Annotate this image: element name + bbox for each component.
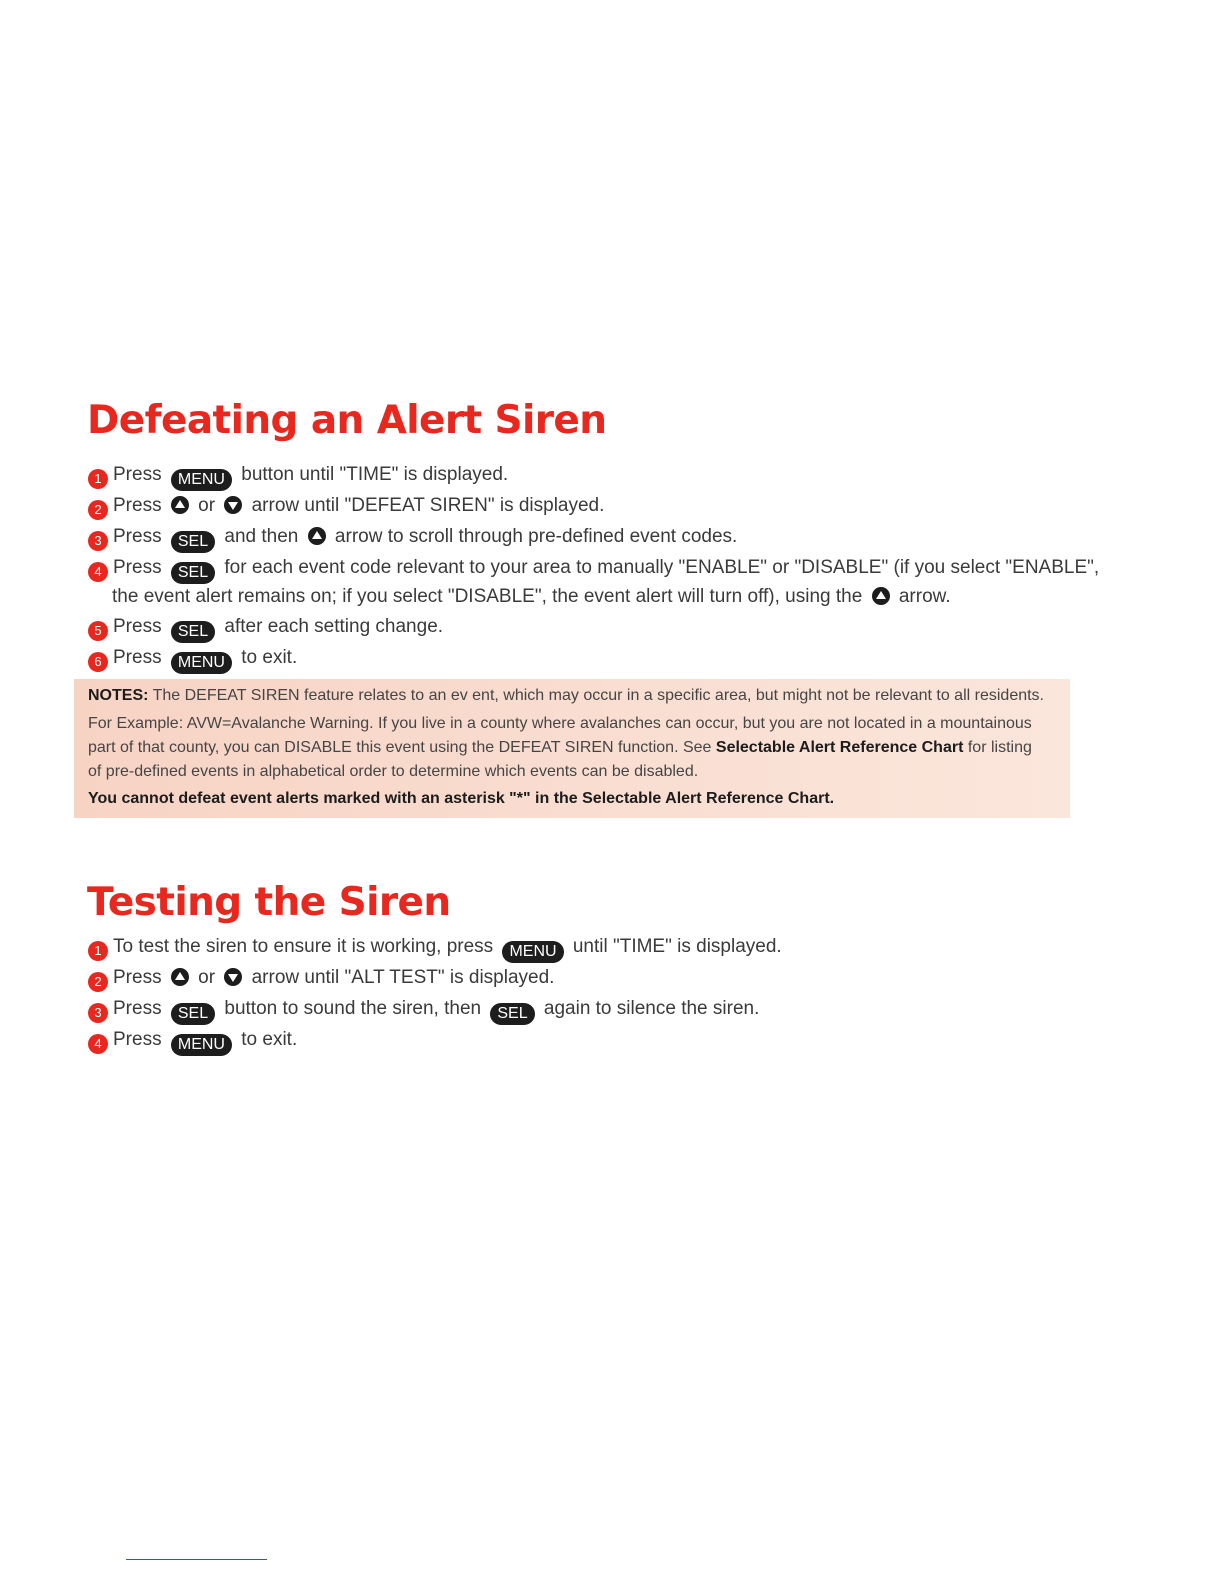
step-text: for each event code relevant to your area to manually "ENABLE" or "DISABLE" (if you select "ENABLE", <box>224 557 1100 578</box>
notes-text: part of that county, you can DISABLE this event using the DEFEAT SIREN function. See <box>88 739 712 756</box>
step-text: Press <box>113 1029 162 1050</box>
step-text: Press <box>113 526 162 547</box>
step-number: 5 <box>88 621 108 641</box>
up-arrow-icon <box>307 526 327 546</box>
step-number: 3 <box>88 1003 108 1023</box>
step-6 <box>88 645 297 674</box>
step-number: 1 <box>88 941 108 961</box>
notes-line-1 <box>88 685 1044 707</box>
menu-button-icon: MENU <box>502 941 563 963</box>
section-title-testing: Testing the Siren <box>87 880 451 925</box>
notes-label: NOTES: <box>88 687 149 704</box>
step-text: arrow to scroll through pre-defined event codes. <box>334 526 738 547</box>
step-number: 2 <box>88 500 108 520</box>
notes-text: The DEFEAT SIREN feature relates to an ev ent, which may occur in a specific area, but might not be relevant to all residents. <box>152 687 1044 704</box>
step-number: 1 <box>88 469 108 489</box>
step-text: Press <box>113 647 162 668</box>
notes-line-4 <box>88 761 698 783</box>
notes-text: For Example: AVW=Avalanche Warning. If you live in a county where avalanches can occur, but you are not located in a mountainous <box>88 715 1032 732</box>
notes-box <box>74 679 1070 818</box>
up-arrow-icon <box>170 495 190 515</box>
step-text: Press <box>113 557 162 578</box>
step-text: To test the siren to ensure it is working, press <box>113 936 494 957</box>
sel-button-icon: SEL <box>171 621 215 643</box>
test-step-4 <box>88 1027 297 1056</box>
step-text: button until "TIME" is displayed. <box>241 464 509 485</box>
menu-button-icon: MENU <box>171 1034 232 1056</box>
sel-button-icon: SEL <box>490 1003 534 1025</box>
step-text: to exit. <box>241 1029 298 1050</box>
step-text: Press <box>113 495 162 516</box>
step-text: after each setting change. <box>224 616 444 637</box>
step-text: and then <box>224 526 299 547</box>
step-number: 3 <box>88 531 108 551</box>
notes-warning <box>88 788 834 810</box>
test-step-3 <box>88 996 759 1025</box>
step-text: Press <box>113 464 162 485</box>
step-text: or <box>198 967 216 988</box>
sel-button-icon: SEL <box>171 1003 215 1025</box>
notes-text: for listing <box>967 739 1032 756</box>
up-arrow-icon <box>871 586 891 606</box>
step-number: 4 <box>88 1034 108 1054</box>
step-3 <box>88 524 737 553</box>
notes-line-2 <box>88 713 1032 735</box>
step-text: to exit. <box>241 647 298 668</box>
section-title-defeat: Defeating an Alert Siren <box>87 398 607 443</box>
test-step-2 <box>88 965 554 992</box>
warning-text: You cannot defeat event alerts marked with an asterisk "*" in the Selectable Alert Reference Chart. <box>88 790 835 807</box>
step-2 <box>88 493 604 520</box>
step-text: arrow until "ALT TEST" is displayed. <box>251 967 555 988</box>
step-5 <box>88 614 443 643</box>
menu-button-icon: MENU <box>171 652 232 674</box>
step-1 <box>88 462 508 491</box>
step-text: until "TIME" is displayed. <box>572 936 782 957</box>
step-number: 4 <box>88 562 108 582</box>
footer-divider <box>126 1559 267 1560</box>
step-text: or <box>198 495 216 516</box>
sel-button-icon: SEL <box>171 562 215 584</box>
notes-text: of pre-defined events in alphabetical order to determine which events can be disabled. <box>88 763 699 780</box>
step-text: arrow. <box>898 586 951 607</box>
menu-button-icon: MENU <box>171 469 232 491</box>
notes-line-3 <box>88 737 1032 759</box>
reference-chart-link-text: Selectable Alert Reference Chart <box>715 739 964 756</box>
sel-button-icon: SEL <box>171 531 215 553</box>
step-continuation <box>88 584 1099 610</box>
step-text: button to sound the siren, then <box>224 998 482 1019</box>
test-step-1 <box>88 934 782 963</box>
step-text: again to silence the siren. <box>543 998 760 1019</box>
step-text: the event alert remains on; if you select "DISABLE", the event alert will turn off), using the <box>112 586 863 607</box>
step-text: Press <box>113 967 162 988</box>
step-number: 2 <box>88 972 108 992</box>
down-arrow-icon <box>223 967 243 987</box>
step-text: arrow until "DEFEAT SIREN" is displayed. <box>251 495 605 516</box>
down-arrow-icon <box>223 495 243 515</box>
step-text: Press <box>113 998 162 1019</box>
step-4 <box>88 555 1099 610</box>
step-text: Press <box>113 616 162 637</box>
up-arrow-icon <box>170 967 190 987</box>
step-number: 6 <box>88 652 108 672</box>
